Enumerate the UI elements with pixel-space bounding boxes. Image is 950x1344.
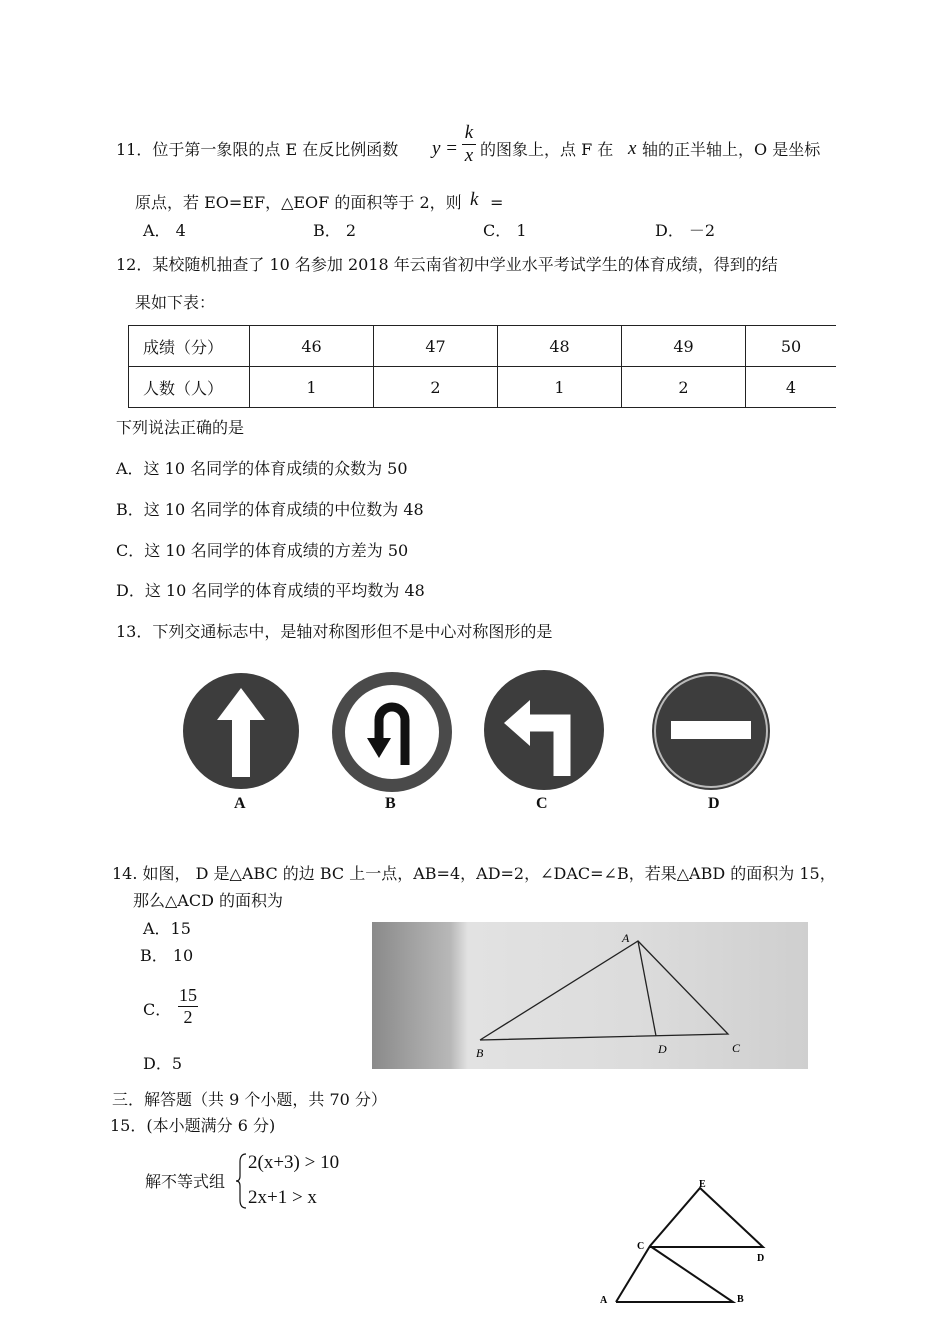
q11-option-d: D． －2 xyxy=(655,221,716,240)
q12-option-c: C．这 10 名同学的体育成绩的方差为 50 xyxy=(116,541,409,560)
q11-x-var: x xyxy=(628,138,637,159)
q15-heading: 15．(本小题满分 6 分) xyxy=(110,1116,276,1135)
q12-prompt: 下列说法正确的是 xyxy=(116,418,245,437)
fraction-den: 2 xyxy=(183,1007,193,1027)
q14-option-d: D．5 xyxy=(143,1054,183,1073)
table-cell: 50 xyxy=(746,326,837,367)
straight-arrow-sign-icon xyxy=(180,670,302,792)
q14-option-a: A．15 xyxy=(143,919,191,938)
table-cell: 1 xyxy=(498,367,622,408)
sign-label-c: C xyxy=(536,795,548,812)
q11-fraction xyxy=(462,122,476,167)
sign-label-a: A xyxy=(234,795,246,812)
point-label: D xyxy=(757,1253,765,1264)
q11-option-b: B． 2 xyxy=(313,221,357,240)
q11-fraction-den: x xyxy=(464,145,474,166)
triangles-acb-cde-figure xyxy=(595,1175,775,1315)
q11-option-a: A． 4 xyxy=(143,221,186,240)
q11-equals: = xyxy=(490,193,504,212)
q14-option-c: C． xyxy=(143,1000,172,1019)
q11-func-y: y = xyxy=(432,138,459,159)
point-label: B xyxy=(737,1294,744,1305)
q11-option-c: C． 1 xyxy=(483,221,527,240)
triangle-abc-figure xyxy=(372,922,808,1069)
point-label: D xyxy=(658,1042,667,1056)
q11-text-b: 的图象上，点 F 在 xyxy=(480,140,614,159)
fraction-num: 15 xyxy=(179,985,197,1005)
q14-text-line2: 那么△ACD 的面积为 xyxy=(133,891,284,910)
table-cell: 2 xyxy=(374,367,498,408)
table-cell: 47 xyxy=(374,326,498,367)
table-cell: 2 xyxy=(622,367,746,408)
q12-text-line1: 12．某校随机抽查了 10 名参加 2018 年云南省初中学业水平考试学生的体育成绩，得到的结 xyxy=(116,255,778,274)
q14-text-line1: 14. 如图， D 是△ABC 的边 BC 上一点，AB=4，AD=2，∠DAC=∠B，若果△ABD 的面积为 15， xyxy=(112,864,836,883)
q12-text-line2: 果如下表： xyxy=(135,293,216,312)
point-label: B xyxy=(476,1046,484,1060)
no-entry-sign-icon xyxy=(650,670,772,792)
q12-option-d: D．这 10 名同学的体育成绩的平均数为 48 xyxy=(116,581,425,600)
table-row xyxy=(129,367,837,408)
u-turn-sign-icon xyxy=(330,670,454,794)
sign-label-d: D xyxy=(708,795,720,812)
table-header-cell: 成绩（分） xyxy=(129,326,250,367)
table-cell: 4 xyxy=(746,367,837,408)
table-cell: 49 xyxy=(622,326,746,367)
point-label: A xyxy=(600,1295,608,1306)
q13-text: 13．下列交通标志中，是轴对称图形但不是中心对称图形的是 xyxy=(116,622,553,641)
q14-option-c-fraction xyxy=(178,985,198,1028)
q12-option-a: A．这 10 名同学的体育成绩的众数为 50 xyxy=(116,459,408,478)
q12-option-b: B．这 10 名同学的体育成绩的中位数为 48 xyxy=(116,500,424,519)
table-cell: 1 xyxy=(250,367,374,408)
q15-inequality-2: 2x+1 > x xyxy=(248,1187,317,1208)
q11-fraction-num: k xyxy=(464,122,474,143)
table-cell: 48 xyxy=(498,326,622,367)
left-turn-sign-icon xyxy=(482,668,606,792)
brace-icon xyxy=(236,1152,248,1210)
sign-label-b: B xyxy=(385,795,396,812)
q11-text-a: 11．位于第一象限的点 E 在反比例函数 xyxy=(116,140,399,159)
q15-inequality-1: 2(x+3) > 10 xyxy=(248,1152,340,1173)
table-cell: 46 xyxy=(250,326,374,367)
table-header-cell: 人数（人） xyxy=(129,367,250,408)
q11-text-c: 轴的正半轴上，O 是坐标 xyxy=(642,140,821,159)
q11-text-line2: 原点，若 EO=EF，△EOF 的面积等于 2，则 xyxy=(135,193,462,212)
score-table xyxy=(128,325,836,408)
table-row xyxy=(129,326,837,367)
point-label: C xyxy=(732,1041,741,1055)
triangle-photo xyxy=(372,922,808,1069)
section-3-heading: 三．解答题（共 9 个小题，共 70 分） xyxy=(112,1090,387,1109)
point-label: A xyxy=(622,931,630,945)
q15-prompt: 解不等式组 xyxy=(145,1172,226,1191)
q14-option-b: B． 10 xyxy=(140,946,194,965)
point-label: C xyxy=(637,1241,645,1252)
point-label: E xyxy=(699,1179,706,1190)
q11-k-var: k xyxy=(470,189,479,210)
